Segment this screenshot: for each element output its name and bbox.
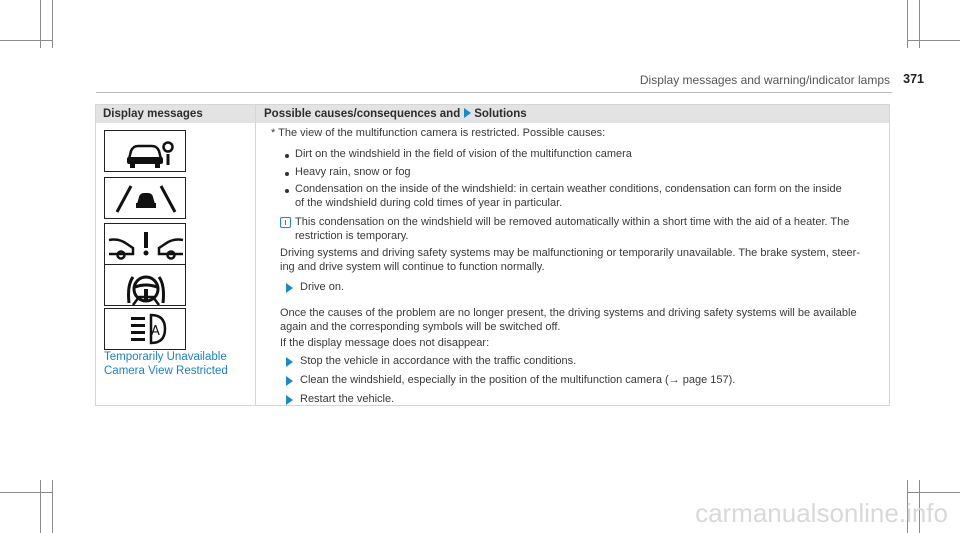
- action-drive-on: Drive on.: [300, 281, 345, 293]
- bullet-dot: [285, 154, 289, 158]
- bullet-dot: [285, 189, 289, 193]
- messages-table: [95, 104, 890, 406]
- consequence-text: Driving systems and driving safety systems may be malfunctioning or temporarily unavailable. The brake system, steer-: [280, 247, 860, 259]
- action-arrow-icon: [286, 395, 293, 405]
- action-arrow-icon: [286, 376, 293, 386]
- crop-mark: [40, 480, 41, 533]
- cause-item-continued: of the windshield during cold times of year in particular.: [295, 197, 563, 209]
- crop-mark: [0, 40, 52, 41]
- crop-mark: [52, 0, 53, 48]
- section-title: Display messages and warning/indicator lamps: [639, 73, 890, 87]
- svg-text:A: A: [151, 324, 160, 339]
- steering-assist-icon: [104, 264, 186, 306]
- col-causes-header: [264, 108, 527, 120]
- action-step: Restart the vehicle.: [300, 393, 395, 405]
- note-text: This condensation on the windshield will be removed automatically within a short time with the aid of a heater. The: [295, 216, 850, 228]
- col-causes-header-text: Possible causes/consequences and: [264, 108, 461, 120]
- action-step: Stop the vehicle in accordance with the traffic conditions.: [300, 355, 577, 367]
- message-temporarily-unavailable: Temporarily Unavailable: [104, 351, 227, 363]
- cause-item: Heavy rain, snow or fog: [295, 166, 411, 178]
- action-arrow-icon: [286, 283, 293, 293]
- action-step: Clean the windshield, especially in the position of the multifunction camera (→ page 157).: [300, 374, 736, 386]
- intro-text: * The view of the multifunction camera is restricted. Possible causes:: [271, 127, 606, 139]
- col-solutions-header-text: Solutions: [474, 108, 527, 120]
- col-display-messages-header: Display messages: [103, 108, 203, 120]
- table-header: [96, 105, 889, 123]
- column-divider: [255, 105, 256, 405]
- cause-item: Dirt on the windshield in the field of vision of the multifunction camera: [295, 148, 632, 160]
- front-camera-warning-icon: [104, 130, 186, 172]
- crop-mark: [907, 492, 960, 493]
- resolution-text: again and the corresponding symbols will be switched off.: [280, 321, 561, 333]
- watermark: carmanualsonline.info: [695, 498, 948, 528]
- lane-keeping-icon: [104, 177, 186, 219]
- adaptive-highbeam-icon: [104, 308, 186, 350]
- bullet-dot: [285, 172, 289, 176]
- crop-mark: [52, 480, 53, 533]
- resolution-text: Once the causes of the problem are no longer present, the driving systems and driving safety systems will be available: [280, 307, 857, 319]
- header-rule: [96, 92, 892, 93]
- cause-item: Condensation on the inside of the windshield: in certain weather conditions, condensation can form on the inside: [295, 183, 842, 195]
- info-icon: [280, 217, 291, 228]
- consequence-text: ing and drive system will continue to function normally.: [280, 261, 545, 273]
- collision-warning-icon: [104, 223, 186, 265]
- crop-mark: [0, 492, 52, 493]
- page-number: 371: [903, 72, 924, 86]
- play-arrow-icon: [464, 108, 471, 118]
- crop-mark: [907, 40, 960, 41]
- message-camera-view-restricted: Camera View Restricted: [104, 365, 228, 377]
- if-persists-text: If the display message does not disappear:: [280, 337, 490, 349]
- action-arrow-icon: [286, 357, 293, 367]
- note-text: restriction is temporary.: [295, 230, 409, 242]
